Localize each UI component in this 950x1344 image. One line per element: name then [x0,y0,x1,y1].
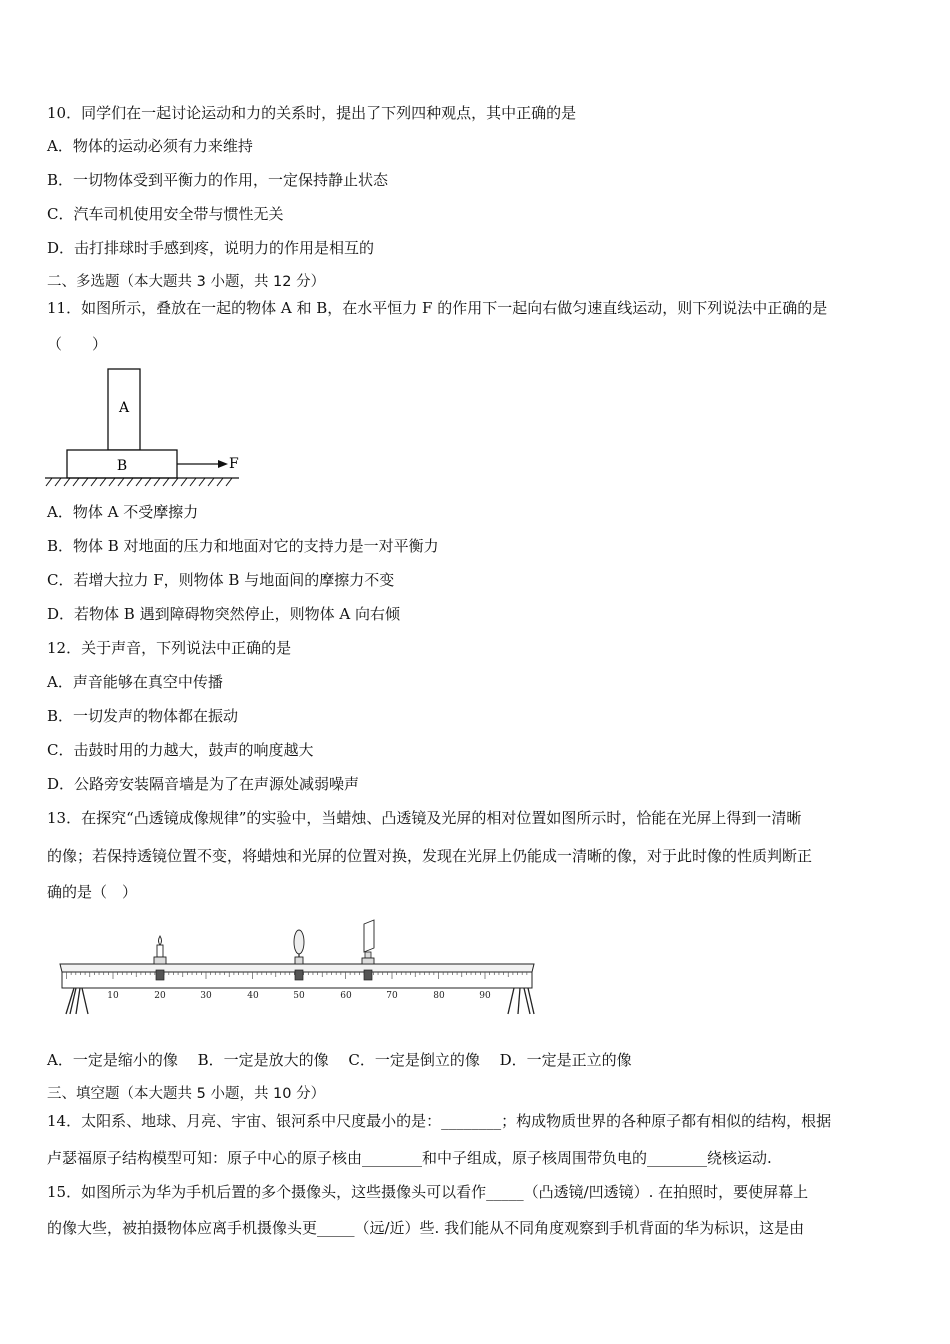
block-b-label: B [116,458,128,474]
q15-line1: 15．如图所示为华为手机后置的多个摄像头，这些摄像头可以看作_____（凸透镜/凹透镜）. 在拍照时，要使屏幕上 [47,1183,809,1201]
scale-label-10: 10 [107,991,119,1001]
q10-option-d: D．击打排球时手感到疼，说明力的作用是相互的 [47,239,375,257]
section-title-fill-in: 三、填空题（本大题共 5 小题，共 10 分） [47,1086,326,1102]
q11-stem-line2: （ ） [47,335,108,353]
q11-figure-blocks [42,366,252,491]
candle [154,936,166,980]
q10-stem: 10．同学们在一起讨论运动和力的关系时，提出了下列四种观点，其中正确的是 [47,104,577,122]
q11-option-c: C．若增大拉力 F，则物体 B 与地面间的摩擦力不变 [47,571,395,589]
q13-options: A．一定是缩小的像 B．一定是放大的像 C．一定是倒立的像 D．一定是正立的像 [47,1051,632,1069]
q12-option-d: D．公路旁安装隔音墙是为了在声源处减弱噪声 [47,775,360,793]
q13-figure-optical-bench [52,918,542,1018]
q13-stem-line2: 的像；若保持透镜位置不变，将蜡烛和光屏的位置对换，发现在光屏上仍能成一清晰的像，对于此时像的性质判断正 [47,847,813,865]
force-f-label: F [229,456,239,472]
ground-hatching [46,478,232,486]
q14-line2: 卢瑟福原子结构模型可知：原子中心的原子核由________和中子组成，原子核周围带负电的________绕核运动. [47,1149,772,1167]
q14-line1: 14．太阳系、地球、月亮、宇宙、银河系中尺度最小的是：________；构成物质世界的各种原子都有相似的结构，根据 [47,1112,832,1130]
section-title-multiple-choice: 二、多选题（本大题共 3 小题，共 12 分） [47,274,326,290]
scale-label-80: 80 [433,991,445,1001]
block-a-label: A [118,400,130,416]
q12-option-b: B．一切发声的物体都在振动 [47,707,239,725]
q13-stem-line3: 确的是（ ） [47,883,138,901]
q11-option-d: D．若物体 B 遇到障碍物突然停止，则物体 A 向右倾 [47,605,400,623]
scale-label-30: 30 [200,991,212,1001]
q15-line2: 的像大些，被拍摄物体应离手机摄像头更_____（远/近）些. 我们能从不同角度观察到手机背面的华为标识，这是由 [47,1219,805,1237]
force-arrow-head [218,460,228,468]
scale-label-20: 20 [154,991,166,1001]
q12-option-c: C．击鼓时用的力越大，鼓声的响度越大 [47,741,314,759]
scale-label-50: 50 [293,991,305,1001]
q10-option-a: A．物体的运动必须有力来维持 [47,137,253,155]
q10-option-b: B．一切物体受到平衡力的作用，一定保持静止状态 [47,171,389,189]
scale-label-40: 40 [247,991,259,1001]
q11-option-b: B．物体 B 对地面的压力和地面对它的支持力是一对平衡力 [47,537,439,555]
convex-lens [294,930,304,980]
bench-scale-labels [107,991,491,1001]
q13-stem-line1: 13．在探究“凸透镜成像规律”的实验中，当蜡烛、凸透镜及光屏的相对位置如图所示时，恰能在光屏上得到一清晰 [47,809,802,827]
light-screen [362,920,374,980]
q12-stem: 12．关于声音，下列说法中正确的是 [47,639,292,657]
q11-stem-line1: 11．如图所示，叠放在一起的物体 A 和 B，在水平恒力 F 的作用下一起向右做匀速直线运动，则下列说法中正确的是 [47,299,828,317]
scale-label-70: 70 [386,991,398,1001]
scale-label-60: 60 [340,991,352,1001]
q11-option-a: A．物体 A 不受摩擦力 [47,503,199,521]
scale-label-90: 90 [479,991,491,1001]
q12-option-a: A．声音能够在真空中传播 [47,673,223,691]
q10-option-c: C．汽车司机使用安全带与惯性无关 [47,205,284,223]
